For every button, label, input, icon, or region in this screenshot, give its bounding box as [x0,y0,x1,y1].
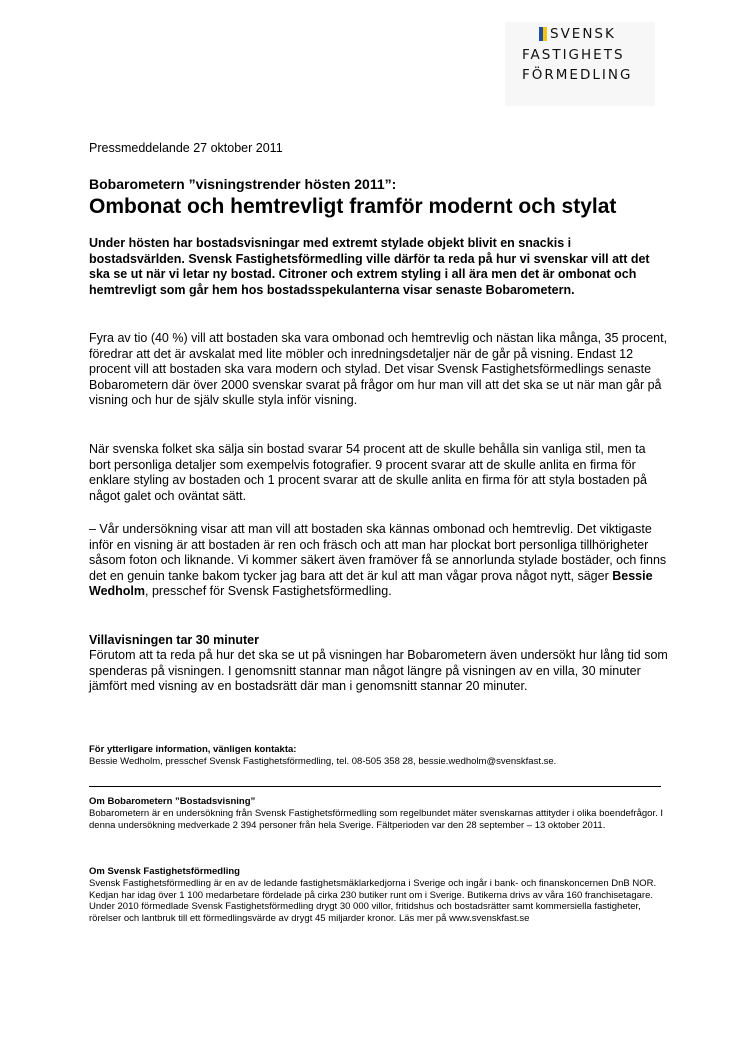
page-title: Ombonat och hemtrevligt framför modernt och stylat [89,195,617,218]
kicker-heading: Bobarometern ”visningstrender hösten 2011”: [89,176,397,192]
section-divider [89,786,661,787]
body-paragraph-4: Förutom att ta reda på hur det ska se ut på visningen har Bobarometern även undersökt hur lång tid som spenderas på visningen. I genomsnitt stannar man något längre på visningen av en villa, 30 minuter jämfört med visning av en bostadsrätt där man i genomsnitt stannar 20 minuter. [89,648,668,693]
about-barometer-heading: Om Bobarometern ”Bostadsvisning” [89,796,256,807]
logo-line-1: SVENSK [550,26,616,42]
quote-attribution: , presschef för Svensk Fastighetsförmedling. [145,584,392,598]
quote-text: – Vår undersökning visar att man vill att bostaden ska kännas ombonad och hemtrevlig. Det viktigaste inför en visning är att bostaden är ren och fräsch och att man har plockat bort personliga tillhörigheter såsom foton och liknande. Vi kommer säkert även framöver få se annorlunda stylade bostäder, och finns det en genuin tanke bakom tycker jag bara att det är kul att man vågar prova något nytt, säger [89,522,667,583]
about-company-text: Svensk Fastighetsförmedling är en av de ledande fastighetsmäklarkedjorna i Sverige och ingår i bank- och finanskoncernen DnB NOR. Kedjan har idag över 1 100 medarbetare fördelade på cirka 230 butiker runt om i Sverige. Butikerna drivs av våra 160 franchisetagare. Under 2010 förmedlade Svensk Fastighetsförmedling drygt 30 000 villor, fritidshus och bostadsrätter samt kommersiella fastigheter, rörelser och lantbruk till ett förmedlingsvärde av drygt 45 miljarder kronor. Läs mer på www.svenskfast.se [89,878,657,924]
press-release-date: Pressmeddelande 27 oktober 2011 [89,141,283,155]
section-subheading: Villavisningen tar 30 minuter [89,633,259,647]
contact-heading: För ytterligare information, vänligen kontakta: [89,744,297,755]
flag-yellow-stripe [543,27,547,41]
body-paragraph-3 [89,522,669,600]
lead-paragraph: Under hösten har bostadsvisningar med extremt stylade objekt blivit en snackis i bostadsvärlden. Svensk Fastighetsförmedling ville därför ta reda på hur vi svenskar vill att det ska se ut när vi letar ny bostad. Citroner och extrem styling i all ära men det är ombonat och hemtrevligt som går hem hos bostadsspekulanterna visar senaste Bobarometern. [89,236,650,297]
spokesperson-name: Bessie Wedholm [89,568,653,598]
logo-line-3: FÖRMEDLING [522,67,633,83]
about-barometer-text: Bobarometern är en undersökning från Svensk Fastighetsförmedling som regelbundet mäter svenskarnas attityder i olika boendefrågor. I denna undersökning medverkade 2 394 personer från hela Sverige. Fältperioden var den 28 september – 13 oktober 2011. [89,808,664,831]
body-paragraph-2: När svenska folket ska sälja sin bostad svarar 54 procent att de skulle behålla sin vanliga stil, men ta bort personliga detaljer som exempelvis fotografier. 9 procent svarar att de skulle anlita en firma för enklare styling av bostaden och 1 procent svarar att de skulle anlita en firma för att styla bostaden på något galet och oväntat sätt. [89,442,647,503]
body-paragraph-1: Fyra av tio (40 %) vill att bostaden ska vara ombonad och hemtrevlig och nästan lika många, 35 procent, föredrar att det är avskalat med lite möbler och inredningsdetaljer när de går på visning. Endast 12 procent vill att bostaden ska vara modern och stylad. Det visar Svensk Fastighetsförmedlings senaste Bobarometern där över 2000 svenskar svarat på frågor om hur man vill att det ska se ut när man går på visning och hur de själv skulle styla inför visning. [89,331,668,407]
contact-details: Bessie Wedholm, presschef Svensk Fastighetsförmedling, tel. 08-505 358 28, bessie.wedholm@svenskfast.se. [89,756,557,767]
company-logo [505,22,655,106]
swedish-flag-icon [539,27,547,41]
logo-line-2: FASTIGHETS [522,47,625,63]
about-company-heading: Om Svensk Fastighetsförmedling [89,866,240,877]
